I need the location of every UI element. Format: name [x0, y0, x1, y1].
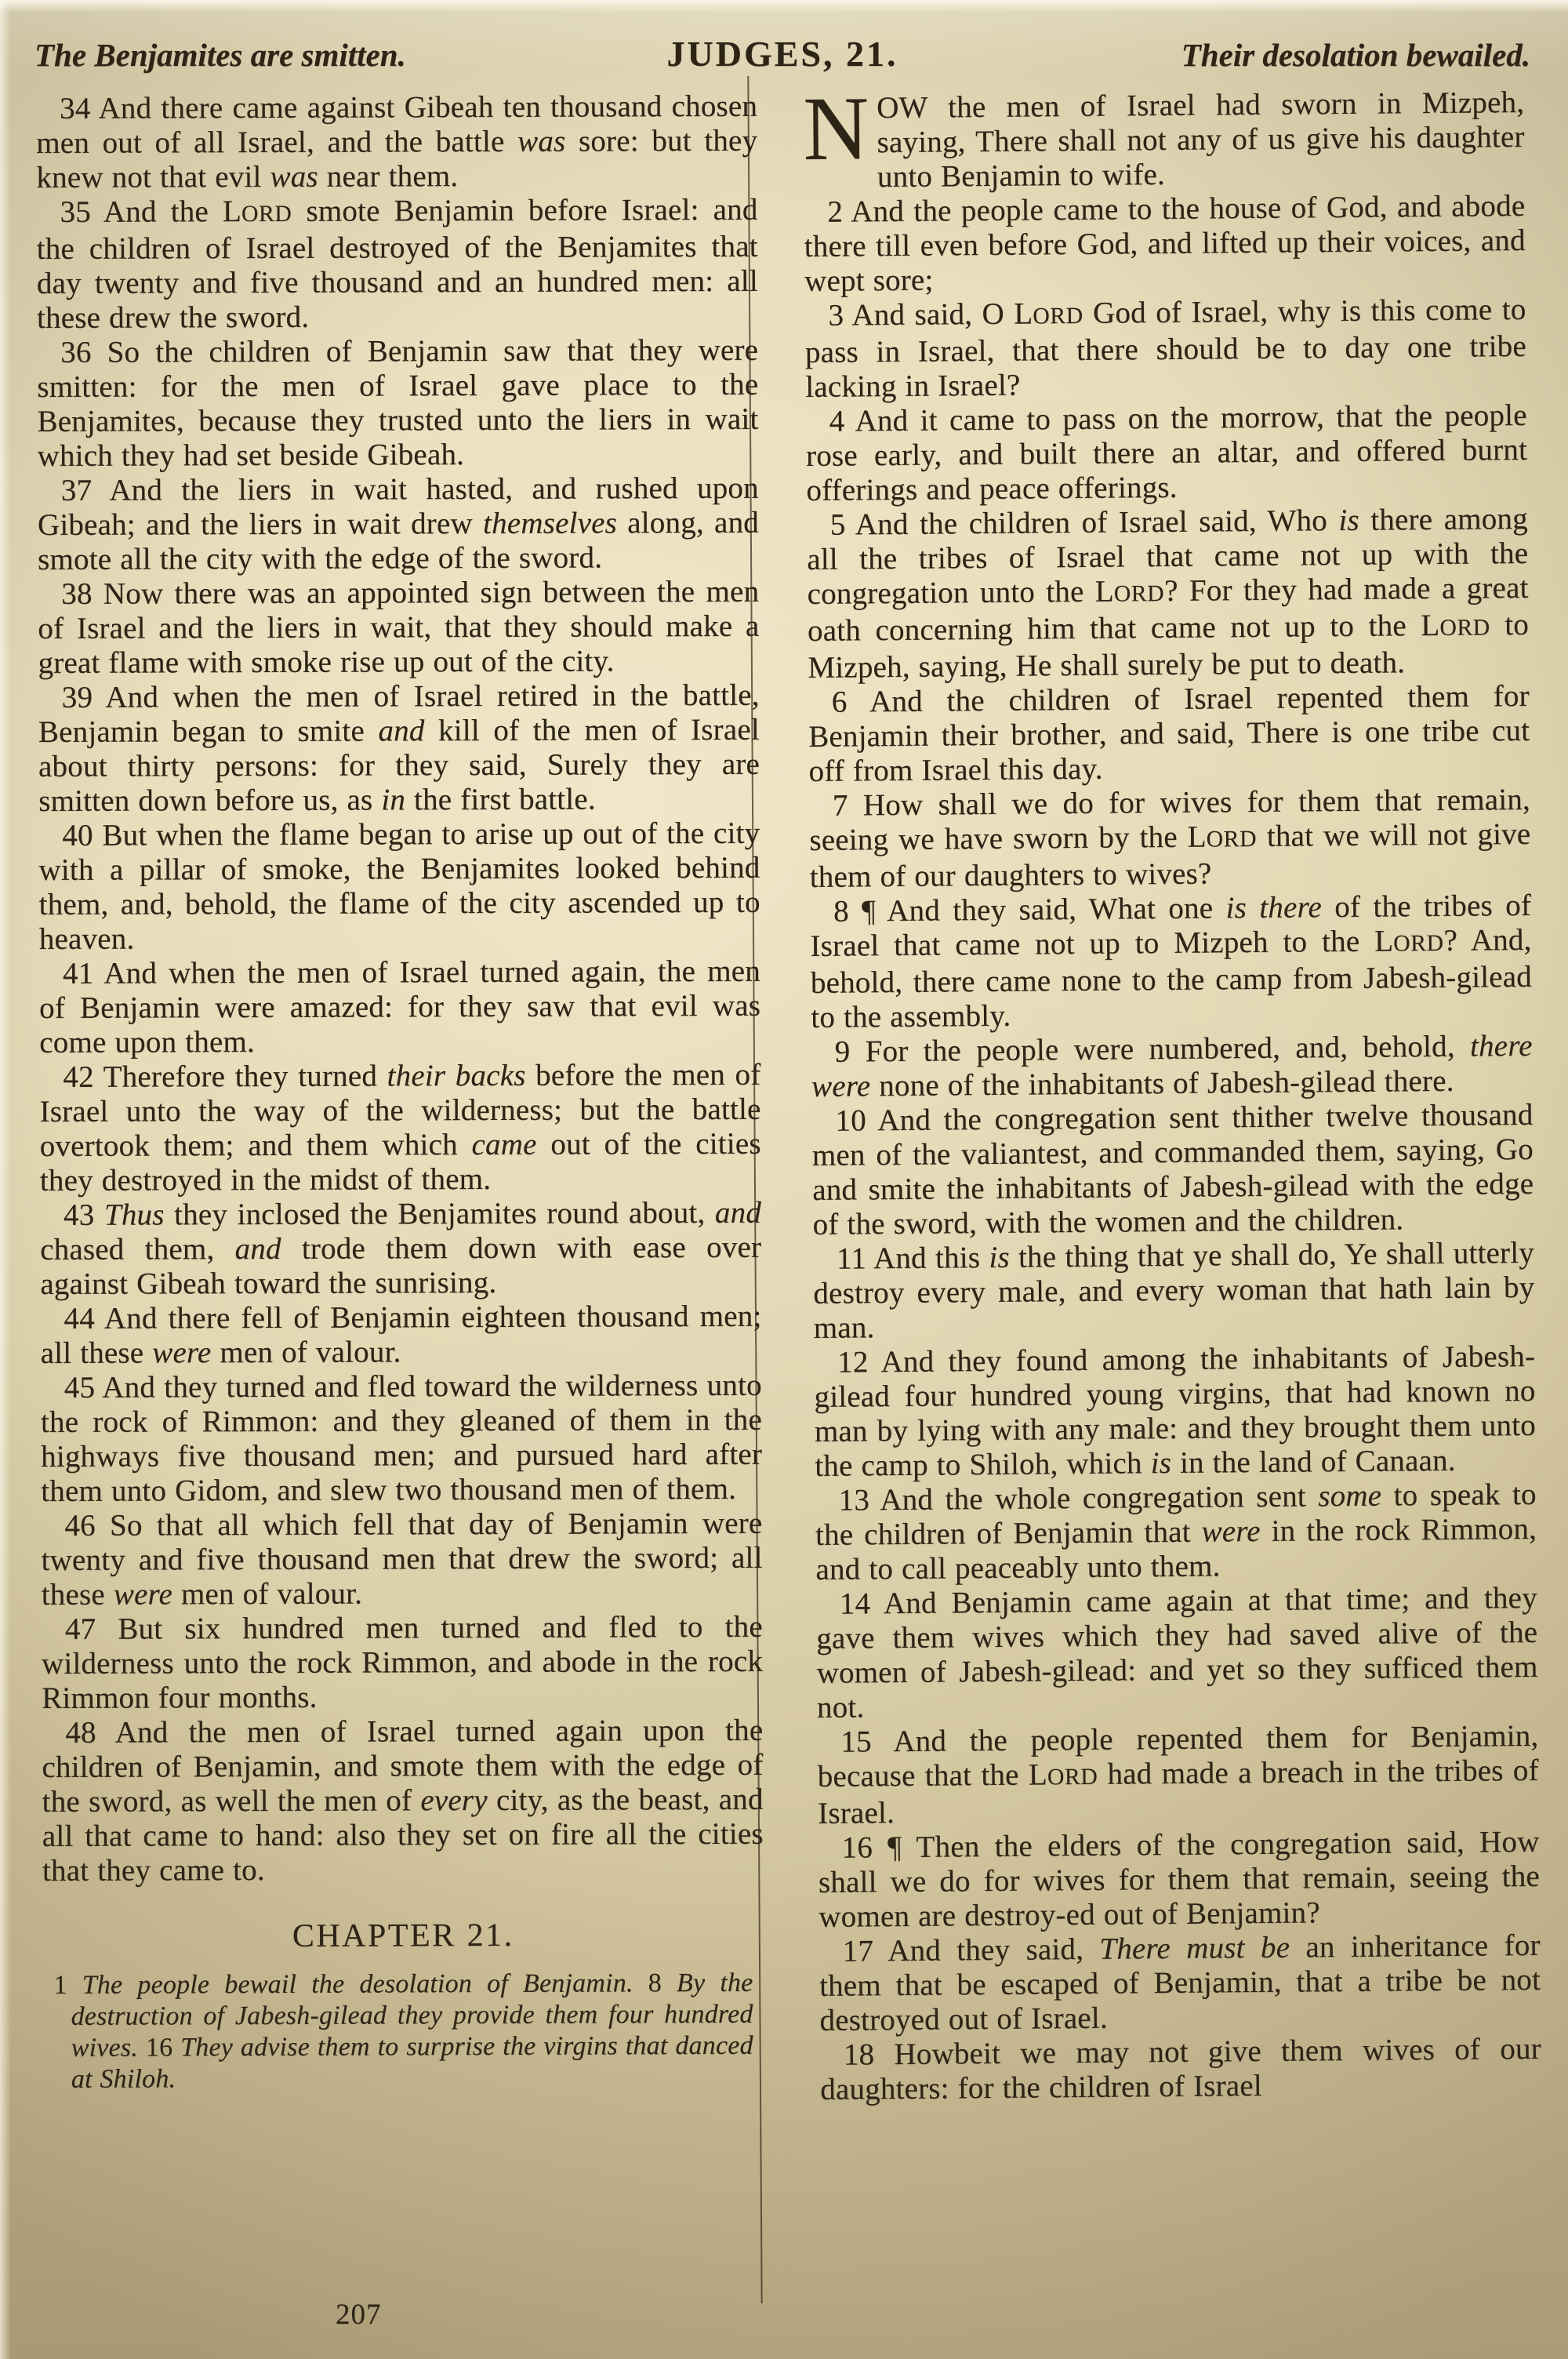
italicized-word: in — [381, 783, 406, 817]
italicized-word: came — [471, 1127, 537, 1162]
italicized-word: Thus — [103, 1198, 165, 1232]
verse-paragraph: 37 And the liers in wait hasted, and rushed upon Gibeah; and the liers in wait drew themselves along, and smote all the city with the edge of the sword. — [37, 471, 760, 576]
verse-paragraph: 36 So the children of Benjamin saw that they were smitten: for the men of Israel gave place to the Benjamites, because they trusted unto the liers in wait which they had set beside Gibeah. — [37, 333, 759, 473]
lord-name: LORD — [222, 194, 292, 229]
running-head-left: The Benjamites are smitten. — [34, 37, 406, 73]
verse-paragraph: 39 And when the men of Israel retired in the battle, Benjamin began to smite and kill of the men of Israel about thirty persons: for they said, Surely they are smitten down before us, as in the first battle. — [38, 678, 760, 818]
page-number: 207 — [336, 2299, 382, 2331]
verse-paragraph: 45 And they turned and fled toward the wilderness unto the rock of Rimmon: and they gleaned of them in the highways five thousand men; and pursued hard after them unto Gidom, and slew two thousand men of them. — [40, 1368, 763, 1508]
verse-paragraph: 34 And there came against Gibeah ten thousand chosen men out of all Israel, and the battle was sore: but they knew not that evil was near them. — [36, 89, 758, 194]
italicized-word: some — [1318, 1478, 1382, 1514]
lord-name: LORD — [1094, 574, 1165, 609]
verse-paragraph: 8 ¶ And they said, What one is there of the tribes of Israel that came not up to Mizpeh to the LORD? And, behold, there came none to the camp from Jabesh-gilead to the assembly. — [810, 888, 1533, 1034]
page-title: JUDGES, 21. — [666, 34, 898, 74]
verse-paragraph: 42 Therefore they turned their backs before the men of Israel unto the way of the wilderness; but the battle overtook them; and them which came out of the cities they destroyed in the midst of them. — [39, 1057, 761, 1198]
right-column-verses — [802, 78, 1541, 2107]
italicized-word: there were — [811, 1028, 1533, 1103]
lord-name: LORD — [1014, 296, 1083, 331]
verse-paragraph: 6 And the children of Israel repented them for Benjamin their brother, and said, There is one tribe cut off from Israel this day. — [808, 678, 1530, 788]
italicized-word: were — [113, 1577, 173, 1612]
verse-paragraph: 2 And the people came to the house of God, and abode there till even before God, and lifted up their voices, and wept sore; — [804, 188, 1526, 298]
italicized-word: and — [234, 1231, 281, 1267]
verse-paragraph: 10 And the congregation sent thither twelve thousand men of the valiantest, and commanded them, saying, Go and smite the inhabitants of Jabesh-gilead with the edge of the sword, with the women and the children. — [811, 1097, 1534, 1241]
verse-paragraph: 46 So that all which fell that day of Benjamin were twenty and five thousand men that drew the sword; all these were men of valour. — [41, 1506, 763, 1612]
verse-paragraph: 13 And the whole congregation sent some to speak to the children of Benjamin that were in the rock Rimmon, and to call peaceably unto them. — [815, 1477, 1537, 1587]
verse-paragraph: 41 And when the men of Israel turned again, the men of Benjamin were amazed: for they saw that evil was come upon them. — [39, 954, 761, 1060]
verse-paragraph: 40 But when the flame began to arise up out of the city with a pillar of smoke, the Benjamites looked behind them, and, behold, the flame of the city ascended up to heaven. — [38, 816, 760, 956]
italicized-word: was — [270, 159, 318, 194]
verse-paragraph: 5 And the children of Israel said, Who is there among all the tribes of Israel that came not up with the congregation unto the LORD? For they had made a great oath concerning him that came not up to the LORD to Mizpeh, saying, He shall surely be put to death. — [807, 501, 1530, 685]
verse-paragraph: 47 But six hundred men turned and fled to the wilderness unto the rock Rimmon, and abode in the rock Rimmon four months. — [41, 1609, 764, 1715]
lord-smallcaps: ORD — [241, 201, 292, 227]
verse-paragraph: 16 ¶ Then the elders of the congregation said, How shall we do for wives for them that remain, seeing the women are destroy-ed out of Benjamin? — [818, 1824, 1541, 1934]
italicized-word: 16 — [145, 2033, 173, 2063]
italicized-word: and — [714, 1195, 762, 1230]
italicized-word: 8 — [648, 1968, 662, 1998]
verse-paragraph: 7 How shall we do for wives for them that remain, seeing we have sworn by the LORD that we will not give them of our daughters to wives? — [809, 782, 1531, 894]
verse-paragraph: NOW the men of Israel had sworn in Mizpeh, saying, There shall not any of us give his daughter unto Benjamin to wife. — [802, 78, 1525, 194]
italicized-word: There must be — [1099, 1930, 1290, 1966]
lord-smallcaps: ORD — [1393, 930, 1444, 957]
verse-paragraph: 14 And Benjamin came again at that time; and they gave them wives which they had saved alive of the women of Jabesh-gilead: and yet so they sufficed them not. — [816, 1580, 1538, 1725]
italicized-word: is there — [1225, 890, 1323, 925]
italicized-word: is — [1338, 503, 1359, 538]
italicized-word: themselves — [482, 506, 618, 541]
italicized-word: was — [517, 124, 566, 158]
running-head-right: Their desolation bewailed. — [1181, 37, 1531, 73]
verse-paragraph: 9 For the people were numbered, and, behold, there were none of the inhabitants of Jabesh-gilead there. — [811, 1028, 1533, 1103]
left-column — [36, 89, 764, 2107]
chapter-heading: CHAPTER 21. — [292, 1917, 514, 1954]
lord-name: LORD — [1187, 820, 1258, 854]
italicized-word: were — [152, 1336, 212, 1370]
verse-paragraph: 12 And they found among the inhabitants of Jabesh-gilead four hundred young virgins, that had known no man by lying with any male: and they brought them unto the camp to Shiloh, which is in the land of Canaan. — [814, 1339, 1537, 1483]
verse-paragraph: 43 Thus they inclosed the Benjamites round about, and chased them, and trode them down with ease over against Gibeah toward the sunrising. — [40, 1195, 762, 1301]
verse-paragraph: 4 And it came to pass on the morrow, that the people rose early, and built there an altar, and offered burnt offerings and peace offerings. — [805, 398, 1528, 507]
italicized-word: is — [1150, 1445, 1172, 1481]
lord-smallcaps: ORD — [1113, 581, 1165, 607]
verse-paragraph: 18 Howbeit we may not give them wives of our daughters: for the children of Israel — [820, 2031, 1541, 2106]
verse-paragraph: 48 And the men of Israel turned again upon the children of Benjamin, and smote them with the edge of the sword, as well the men of every city, as the beast, and all that came to hand: also they set on fire all the cities that they came to. — [42, 1713, 764, 1888]
italicized-word: and — [378, 714, 425, 748]
lord-name: LORD — [1374, 924, 1444, 958]
verse-paragraph: 11 And this is the thing that ye shall do, Ye shall utterly destroy every male, and every woman that hath lain by man. — [813, 1235, 1535, 1345]
lord-name: LORD — [1028, 1757, 1098, 1792]
verse-paragraph: 38 Now there was an appointed sign between the men of Israel and the liers in wait, that they should make a great flame with smoke rise up out of the city. — [38, 574, 760, 680]
verse-paragraph: 44 And there fell of Benjamin eighteen thousand men; all these were men of valour. — [40, 1299, 762, 1370]
lord-name: LORD — [1421, 608, 1490, 643]
verse-paragraph: 35 And the LORD smote Benjamin before Israel: and the children of Israel destroyed of the Benjamites that day twenty and five thousand and an hundred men: all these drew the sword. — [36, 192, 758, 335]
lord-smallcaps: ORD — [1047, 1764, 1098, 1790]
page-header — [0, 0, 1568, 79]
verse-paragraph: 17 And they said, There must be an inheritance for them that be escaped of Benjamin, that a tribe be not destroyed out of Israel. — [818, 1928, 1541, 2037]
chapter-summary: 1 The people bewail the desolation of Benjamin. 8 By the destruction of Jabesh-gilead they provide them four hundred wives. 16 They advise them to surprise the virgins that danced at Shiloh. — [53, 1968, 753, 2094]
italicized-word: every — [420, 1783, 488, 1818]
right-column — [802, 78, 1541, 2107]
lord-smallcaps: ORD — [1206, 826, 1258, 852]
lord-smallcaps: ORD — [1033, 303, 1083, 329]
italicized-word: their backs — [387, 1058, 526, 1093]
drop-cap: N — [802, 78, 869, 180]
italicized-word: were — [1201, 1514, 1261, 1549]
left-column-verses — [36, 89, 764, 1888]
lord-smallcaps: ORD — [1439, 615, 1490, 641]
verse-paragraph: 3 And said, O LORD God of Israel, why is this come to pass in Israel, that there should be to day one tribe lacking in Israel? — [804, 292, 1527, 404]
italicized-word: 1 — [53, 1970, 67, 2000]
verse-paragraph: 15 And the people repented them for Benjamin, because that the LORD had made a breach in the tribes of Israel. — [817, 1718, 1539, 1830]
italicized-word: is — [989, 1240, 1010, 1274]
text-columns — [0, 79, 1568, 2107]
